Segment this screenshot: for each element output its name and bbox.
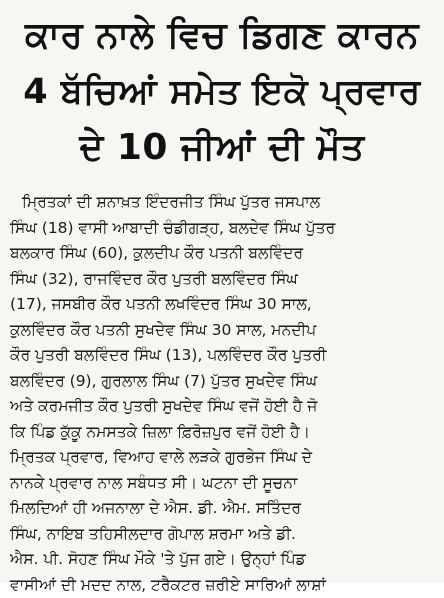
body-line-12: ਨਾਨਕੇ ਪ੍ਰਵਾਰ ਨਾਲ ਸਬੰਧਤ ਸੀ। ਘਟਨਾ ਦੀ ਸੂਚਨਾ [10, 471, 434, 497]
body-line-7: ਕੌਰ ਪੁਤਰੀ ਬਲਵਿੰਦਰ ਸਿੰਘ (13), ਪਲਵਿੰਦਰ ਕੌਰ ਪੁਤਰੀ [10, 343, 434, 369]
body-line-11: ਮ੍ਰਿਤਕ ਪ੍ਰਵਾਰ, ਵਿਆਹ ਵਾਲੇ ਲੜਕੇ ਗੁਰਭੇਜ ਸਿੰਘ ਦੇ [10, 445, 434, 471]
headline-line-1: ਕਾਰ ਨਾਲੇ ਵਿਚ ਡਿਗਣ ਕਾਰਨ [10, 8, 434, 64]
body-line-6: ਕੁਲਵਿੰਦਰ ਕੌਰ ਪਤਨੀ ਸੁਖਦੇਵ ਸਿੰਘ 30 ਸਾਲ, ਮਨਦੀਪ [10, 318, 434, 344]
headline-line-3: ਦੇ 10 ਜੀਆਂ ਦੀ ਮੌਤ [10, 120, 434, 176]
body-line-8: ਬਲਵਿੰਦਰ (9), ਗੁਰਲਾਲ ਸਿੰਘ (7) ਪੁੱਤਰ ਸੁਖਦੇਵ ਸਿੰਘ [10, 369, 434, 395]
body-line-16: ਵਾਸੀਆਂ ਦੀ ਮਦਦ ਨਾਲ, ਟਰੈਕਟਰ ਜ਼ਰੀਏ ਸਾਰਿਆਂ ਲਾਸ਼ਾਂ [10, 573, 434, 598]
body-line-13: ਮਿਲਦਿਆਂ ਹੀ ਅਜਨਾਲਾ ਦੇ ਐਸ. ਡੀ. ਐਮ. ਸਤਿੰਦਰ [10, 496, 434, 522]
body-line-14: ਸਿੰਘ, ਨਾਇਬ ਤਹਿਸੀਲਦਾਰ ਗੋਪਾਲ ਸ਼ਰਮਾ ਅਤੇ ਡੀ. [10, 522, 434, 548]
body-line-2: ਸਿੰਘ (18) ਵਾਸੀ ਆਬਾਦੀ ਚੰਡੀਗੜ੍ਹ, ਬਲਦੇਵ ਸਿੰਘ ਪੁੱਤਰ [10, 216, 434, 242]
headline [10, 8, 434, 176]
body-line-3: ਬਲਕਾਰ ਸਿੰਘ (60), ਕੁਲਦੀਪ ਕੌਰ ਪਤਨੀ ਬਲਵਿੰਦਰ [10, 241, 434, 267]
body-line-10: ਕਿ ਪਿੰਡ ਕੁੱਕੂ ਨਮਸਤਕੇ ਜ਼ਿਲਾ ਫ਼ਿਰੋਜ਼ਪੁਰ ਵਜੋਂ ਹੋਈ ਹੈ। [10, 420, 434, 446]
body-line-4: ਸਿੰਘ (32), ਰਾਜਵਿੰਦਰ ਕੌਰ ਪੁਤਰੀ ਬਲਵਿੰਦਰ ਸਿੰਘ [10, 267, 434, 293]
body-line-9: ਅਤੇ ਕਰਮਜੀਤ ਕੌਰ ਪੁਤਰੀ ਸੁਖਦੇਵ ਸਿੰਘ ਵਜੋਂ ਹੋਈ ਹੈ ਜੋ [10, 394, 434, 420]
body-line-1: ਮ੍ਰਿਤਕਾਂ ਦੀ ਸ਼ਨਾਖ਼ਤ ਇੰਦਰਜੀਤ ਸਿੰਘ ਪੁੱਤਰ ਜਸਪਾਲ [10, 190, 434, 216]
article-body [10, 190, 434, 598]
headline-line-2: 4 ਬੱਚਿਆਂ ਸਮੇਤ ਇਕੋ ਪ੍ਰਵਾਰ [10, 64, 434, 120]
body-line-15: ਐਸ. ਪੀ. ਸੋਹਣ ਸਿੰਘ ਮੌਕੇ 'ਤੇ ਪੁੱਜ ਗਏ। ਉਨ੍ਹਾਂ ਪਿੰਡ [10, 547, 434, 573]
body-line-5: (17), ਜਸਬੀਰ ਕੌਰ ਪਤਨੀ ਲਖਵਿੰਦਰ ਸਿੰਘ 30 ਸਾਲ, [10, 292, 434, 318]
